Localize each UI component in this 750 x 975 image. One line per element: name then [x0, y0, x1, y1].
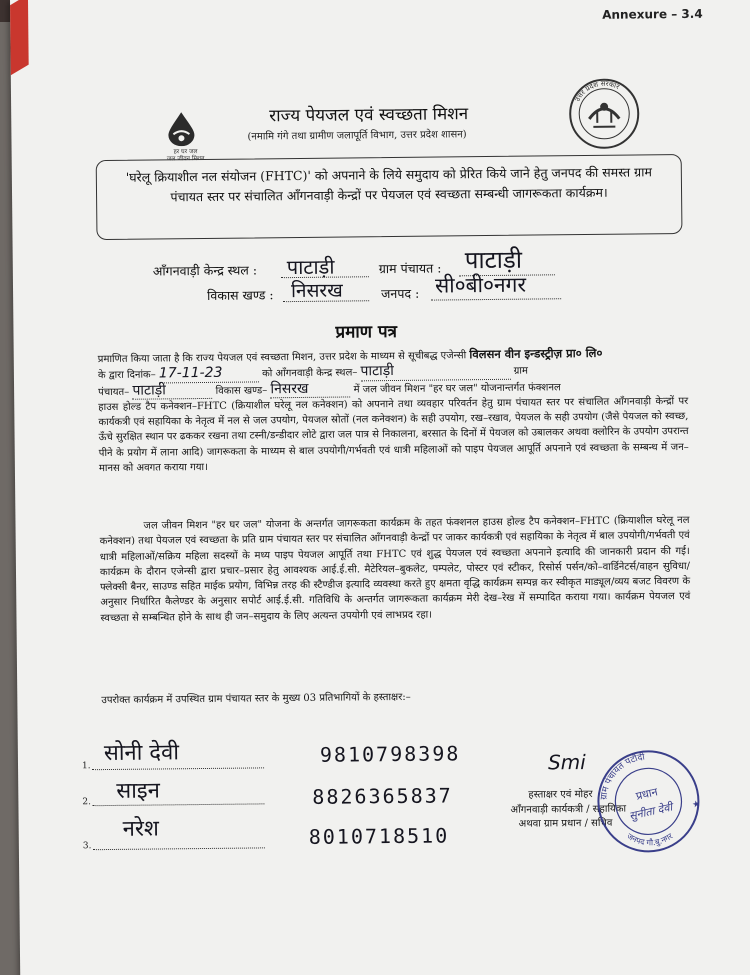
- date-value: 17-11-23: [159, 366, 259, 383]
- participant-1-index: 1.: [81, 761, 91, 772]
- pradhan-seal-stamp: [592, 745, 705, 858]
- logo-caption: हर घर जल जल जीवन मिशन: [166, 148, 205, 163]
- site-value: पाटाड़ी: [360, 363, 510, 381]
- participant-2-index: 2.: [82, 797, 92, 808]
- block-value: निसरख: [270, 381, 350, 398]
- participant-3-line: [93, 847, 265, 850]
- mission-subtitle: (नमामि गंगे तथा ग्रामीण जलापूर्ति विभाग, उत्तर प्रदेश शासन): [247, 129, 467, 143]
- certificate-title: प्रमाण पत्र: [335, 321, 398, 343]
- para1-body: हाउस होल्ड टैप कनेक्शन–FHTC (क्रियाशील घरेलू नल कनेक्शन) को अपनाने तथा व्यवहार परिवर्तन हेतु ग्राम पंचायत स्तर पर संचालित आँगनवाड़ी केन्द्रों पर कार्यकत्री एवं सहायिका के नेतृत्व में नल से जल उपयोग, पेयजल स्रोतों (नल कनेक्शन) के सही उपयोग, रख–रखाव, पेयजल के सही उपयोग (जैसे पेयजल को स्वच्छ, ऊँचे सुरक्षित स्थान पर ढककर रखना तथा टस्नी/डन्डीदार लोटे द्वारा जल पात्र से निकालना, बरसात के दिनों में पेयजल को उबालकर अथवा क्लोरिन के उपयोग उपरान्त पीने के प्रयोग में लाना आदि) जागरूकता के माध्यम से बाल उपयोगी/गर्भवती एवं धात्री महिलाओं को पाइप पेयजल आपूर्ति अपनाने एवं स्वच्छता के सम्बन्ध में जन–मानस को अवगत कराया गया।: [98, 395, 689, 475]
- participant-1-signature: सोनी देवी: [103, 740, 180, 767]
- agency-name: विलसन वीन इन्डस्ट्रीज़ प्रा० लि०: [469, 345, 603, 362]
- participant-3-signature: नरेश: [122, 816, 159, 842]
- signatory-signature: Smi: [547, 750, 586, 775]
- seal-center-bottom: सुनीता देवी: [627, 800, 674, 823]
- site-label: को आँगनवाड़ी केन्द्र स्थल–: [262, 367, 358, 380]
- annexure-label: Annexure – 3.4: [602, 6, 703, 22]
- participant-2-signature: साइन: [116, 778, 161, 804]
- participant-1-line: [92, 767, 264, 770]
- signatory-line1: हस्ताक्षर एवं मोहर: [528, 788, 593, 801]
- up-government-emblem-icon: [567, 76, 642, 151]
- emblem-text: उत्तर प्रदेश सरकार: [573, 79, 621, 104]
- panchayat-value: पाटाड़ी: [132, 382, 212, 399]
- panchayat-label: पंचायत–: [98, 386, 130, 398]
- para1-line1-text: प्रमाणित किया जाता है कि राज्य पेयजल एवं स्वच्छता मिशन, उत्तर प्रदेश के माध्यम से सूचीबद्ध एजेन्सी: [97, 350, 467, 366]
- certificate-page: [10, 0, 750, 975]
- seal-star-icon: ★: [691, 799, 702, 811]
- gram-text: ग्राम: [513, 365, 528, 378]
- paragraph-1: [98, 345, 689, 477]
- date-label: के द्वारा दिनांक–: [97, 369, 156, 382]
- gram-panchayat-label: ग्राम पंचायत :: [378, 260, 442, 277]
- gram-panchayat-value: पाटाड़ी: [464, 245, 523, 275]
- vikas-khand-value: निसरख: [290, 279, 343, 303]
- seal-center-top: प्रधान: [634, 785, 659, 803]
- program-banner: 'घरेलू क्रियाशील नल संयोजन (FHTC)' को अपनाने के लिये समुदाय को प्रेरित किये जाने हेतु जनपद की समस्त ग्राम पंचायत स्तर पर संचालित आँगनवाड़ी केन्द्रों पर पेयजल एवं स्वच्छता सम्बन्धी जागरूकता कार्यक्रम।: [96, 154, 683, 240]
- svg-text:उत्तर प्रदेश सरकार: [573, 80, 621, 104]
- mission-title: राज्य पेयजल एवं स्वच्छता मिशन: [269, 104, 469, 127]
- anganwadi-value: पाटाड़ी: [286, 254, 335, 280]
- participant-3-index: 3.: [82, 841, 92, 852]
- paragraph-2: जल जीवन मिशन "हर घर जल" योजना के अन्तर्गत जागरूकता कार्यक्रम के तहत फंक्शनल हाउस होल्ड टैप कनेक्शन–FHTC (क्रियाशील घरेलू नल कनेक्शन) तथा पेयजल एवं स्वच्छता के प्रति ग्राम पंचायत स्तर पर संचालित आँगनवाड़ी केन्द्रों पर जाकर कार्यकत्री एवं सहायिका के नेतृत्व में बाल उपयोगी/गर्भवती एवं धात्री महिलाओं/सक्रिय महिला सदस्यों के मध्य पाइप पेयजल आपूर्ति तथा FHTC एवं शुद्ध पेयजल एवं स्वच्छता अपनाने इत्यादि की जानकारी प्रदान की गई। कार्यक्रम के दौरान एजेन्सी द्वारा प्रचार–प्रसार हेतु आवश्यक आई.ई.सी. मैटेरियल–बुकलेट, पम्पलेट, पोस्टर एवं स्टीकर, रिसोर्स पर्सन/को–वार्डिनेटर्स/वाहन सुविधा/फ्लेक्सी बैनर, साउण्ड सहित माईक प्रयोग, विभिन्न तरह की स्टैण्डीज इत्यादि व्यवस्था करते हुए क्षमता वृद्धि कार्यक्रम सम्पन्न कर स्वीकृत माड्यूल/व्यय बजट विवरण के अनुसार निर्धारित कैलेण्डर के अनुसार सपोर्ट आई.ई.सी. गतिविधि के अन्तर्गत जागरूकता कार्यक्रम मेरी देख–रेख में सम्पादित कराया गया। कार्यक्रम पेयजल एवं स्वच्छता से सम्बन्धित होने के साथ ही जन–समुदाय के लिए अत्यन्त उपयोगी एवं लाभप्रद रहा।: [99, 514, 691, 624]
- anganwadi-label: आँगनवाड़ी केन्द्र स्थल :: [152, 262, 258, 279]
- participants-intro: उपरोक्त कार्यक्रम में उपस्थित ग्राम पंचायत स्तर के मुख्य 03 प्रतिभागियों के हस्ताक्षर:–: [101, 691, 411, 707]
- signatory-line3: अथवा ग्राम प्रधान / सचिव: [518, 817, 613, 830]
- seal-bottom-text: जनपद गौ.बु.नगर: [625, 831, 675, 848]
- participant-1-phone: 9810798398: [319, 741, 461, 767]
- para1-line3-text: में जल जीवन मिशन "हर घर जल" योजनान्तर्गत फंक्शनल: [353, 381, 561, 396]
- participant-2-phone: 8826365837: [312, 783, 453, 809]
- red-file-edge: [10, 0, 29, 75]
- participant-3-phone: 8010718510: [308, 823, 450, 849]
- signatory-line2: आँगनवाड़ी कार्यकत्री / सहायिका: [510, 803, 627, 816]
- vikas-khand-label: विकास खण्ड :: [207, 287, 274, 303]
- har-ghar-jal-logo-icon: [163, 110, 199, 146]
- seal-ring-text: ग्राम पंचायत पटौदी: [599, 752, 646, 801]
- block-label: विकास खण्ड–: [215, 384, 268, 397]
- janpad-label: जनपद :: [381, 285, 420, 302]
- janpad-value: सी०बी०नगर: [434, 272, 527, 298]
